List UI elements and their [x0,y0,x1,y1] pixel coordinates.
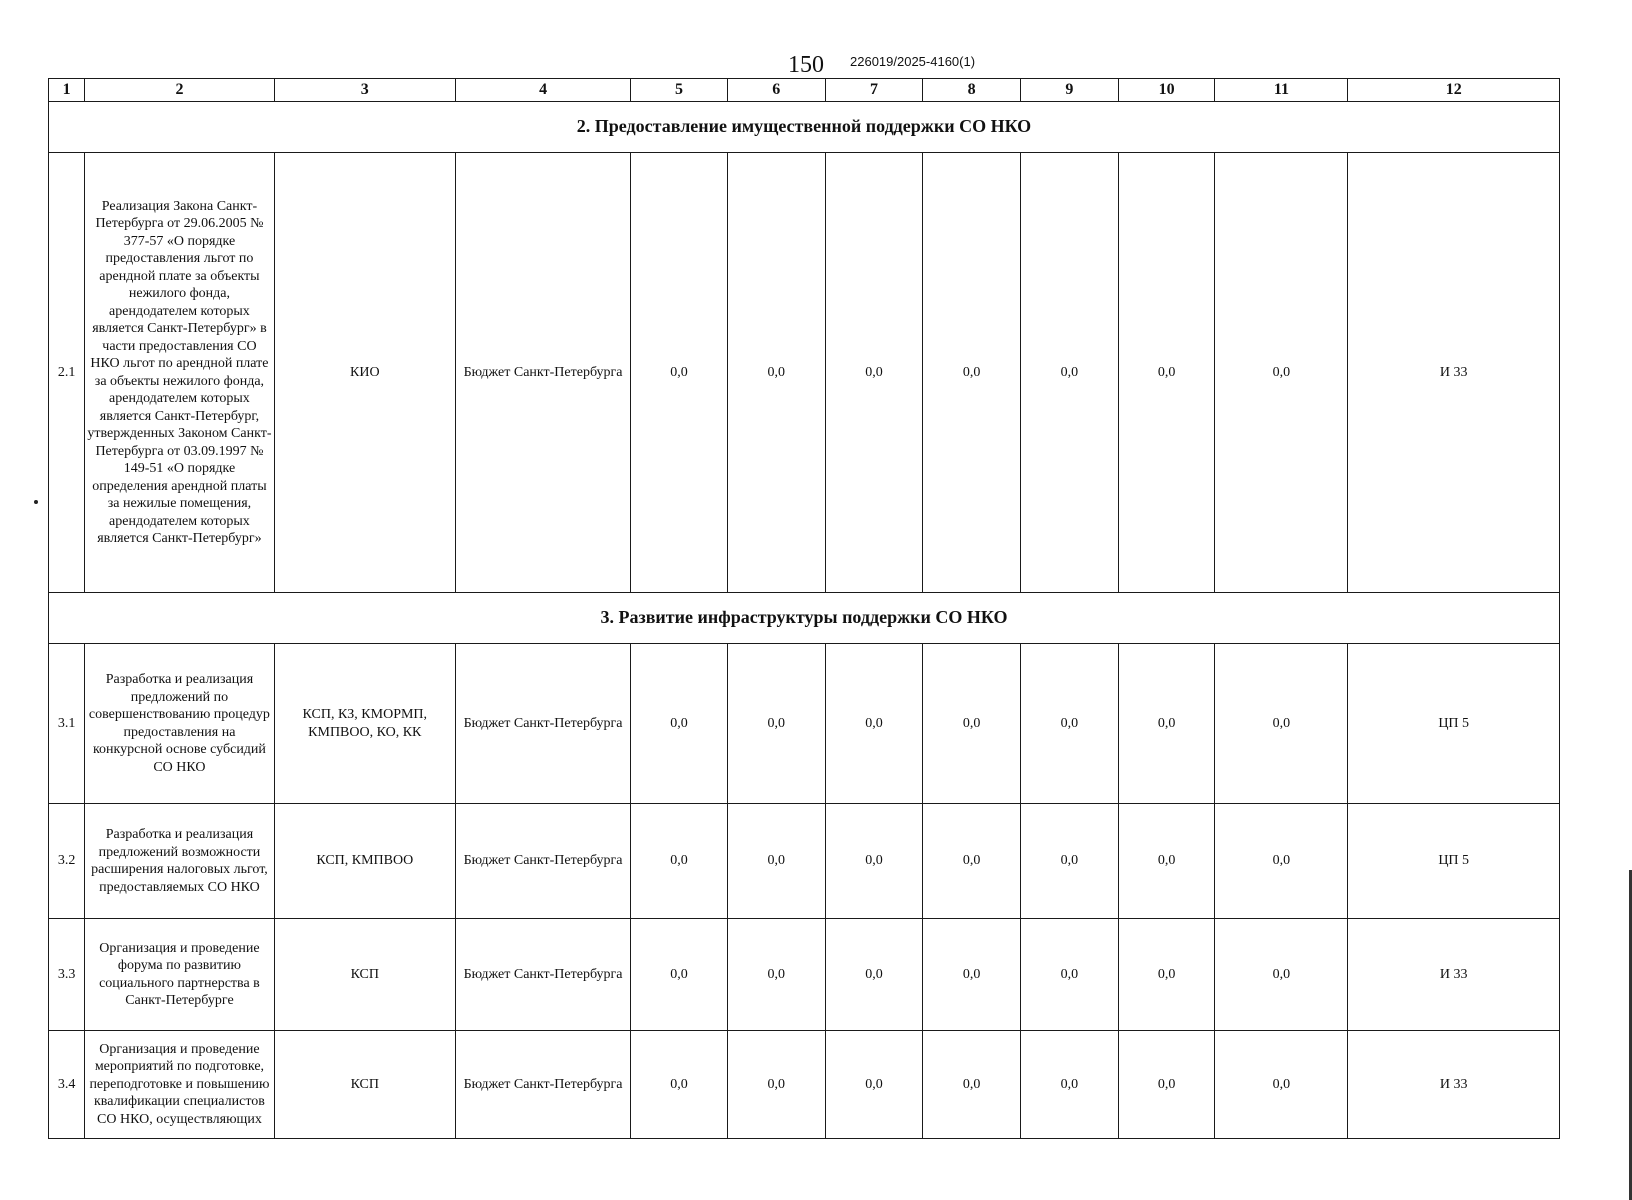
row-description: Разработка и реализация предложений по совершенствованию процедур предоставления на конкурсной основе субсидий СО НКО [85,644,274,804]
row-value: 0,0 [1021,804,1119,919]
row-indicator: ЦП 5 [1348,804,1560,919]
row-number: 3.3 [49,919,85,1031]
column-number: 2 [85,79,274,102]
document-id: 226019/2025-4160(1) [850,54,976,69]
row-indicator: И 33 [1348,153,1560,593]
row-value: 0,0 [727,804,825,919]
row-value: 0,0 [1118,804,1215,919]
section-heading-row [49,102,1560,153]
row-value: 0,0 [1215,1031,1348,1139]
column-number: 1 [49,79,85,102]
row-funding-source: Бюджет Санкт-Петербурга [455,153,630,593]
column-number: 11 [1215,79,1348,102]
row-executor: КСП, КЗ, КМОРМП, КМПВОО, КО, КК [274,644,455,804]
row-value: 0,0 [923,1031,1021,1139]
row-value: 0,0 [1215,153,1348,593]
row-value: 0,0 [923,644,1021,804]
table-row [49,153,1560,593]
row-value: 0,0 [1021,644,1119,804]
column-number: 5 [631,79,728,102]
row-value: 0,0 [727,919,825,1031]
row-number: 2.1 [49,153,85,593]
column-number: 6 [727,79,825,102]
row-value: 0,0 [631,919,728,1031]
row-value: 0,0 [1021,153,1119,593]
row-value: 0,0 [825,1031,923,1139]
table-row [49,644,1560,804]
table-row [49,804,1560,919]
row-funding-source: Бюджет Санкт-Петербурга [455,804,630,919]
row-value: 0,0 [727,153,825,593]
row-value: 0,0 [825,644,923,804]
column-number: 4 [455,79,630,102]
column-number: 3 [274,79,455,102]
row-funding-source: Бюджет Санкт-Петербурга [455,919,630,1031]
row-value: 0,0 [1215,919,1348,1031]
column-number: 8 [923,79,1021,102]
row-funding-source: Бюджет Санкт-Петербурга [455,1031,630,1139]
table-row [49,919,1560,1031]
column-number: 7 [825,79,923,102]
row-executor: КИО [274,153,455,593]
row-description: Организация и проведение форума по развитию социального партнерства в Санкт-Петербурге [85,919,274,1031]
row-description: Организация и проведение мероприятий по подготовке, переподготовке и повышению квалификации специалистов СО НКО, осуществляющих [85,1031,274,1139]
row-executor: КСП [274,1031,455,1139]
row-value: 0,0 [631,1031,728,1139]
row-indicator: ЦП 5 [1348,644,1560,804]
column-number: 12 [1348,79,1560,102]
row-value: 0,0 [727,1031,825,1139]
program-table-container [48,78,1560,1150]
row-value: 0,0 [1215,644,1348,804]
scan-dot-mark [34,500,38,504]
row-number: 3.4 [49,1031,85,1139]
row-value: 0,0 [825,804,923,919]
row-value: 0,0 [825,919,923,1031]
row-value: 0,0 [1118,1031,1215,1139]
row-value: 0,0 [631,644,728,804]
row-description: Реализация Закона Санкт-Петербурга от 29.06.2005 № 377-57 «О порядке предоставления льгот по арендной плате за объекты нежилого фонда, арендодателем которых является Санкт-Петербург» в части предоставления СО НКО льгот по арендной плате за объекты нежилого фонда, арендодателем которых является Санкт-Петербург, утвержденных Законом Санкт-Петербурга от 03.09.1997 № 149-51 «О порядке определения арендной платы за нежилые помещения, арендодателем которых является Санкт-Петербург» [85,153,274,593]
row-value: 0,0 [825,153,923,593]
section-title: 3. Развитие инфраструктуры поддержки СО НКО [49,593,1560,644]
row-value: 0,0 [1021,919,1119,1031]
program-table [48,78,1560,1139]
row-value: 0,0 [631,804,728,919]
column-number-row [49,79,1560,102]
row-indicator: И 33 [1348,919,1560,1031]
row-number: 3.1 [49,644,85,804]
row-funding-source: Бюджет Санкт-Петербурга [455,644,630,804]
section-title: 2. Предоставление имущественной поддержки СО НКО [49,102,1560,153]
row-value: 0,0 [923,804,1021,919]
row-value: 0,0 [923,919,1021,1031]
row-value: 0,0 [1118,919,1215,1031]
row-executor: КСП, КМПВОО [274,804,455,919]
row-value: 0,0 [923,153,1021,593]
table-row [49,1031,1560,1139]
row-value: 0,0 [1021,1031,1119,1139]
row-value: 0,0 [1118,153,1215,593]
row-indicator: И 33 [1348,1031,1560,1139]
row-number: 3.2 [49,804,85,919]
row-value: 0,0 [727,644,825,804]
row-executor: КСП [274,919,455,1031]
column-number: 9 [1021,79,1119,102]
section-heading-row [49,593,1560,644]
page-number: 150 [788,52,824,78]
row-value: 0,0 [1118,644,1215,804]
column-number: 10 [1118,79,1215,102]
row-description: Разработка и реализация предложений возможности расширения налоговых льгот, предоставляемых СО НКО [85,804,274,919]
row-value: 0,0 [1215,804,1348,919]
row-value: 0,0 [631,153,728,593]
